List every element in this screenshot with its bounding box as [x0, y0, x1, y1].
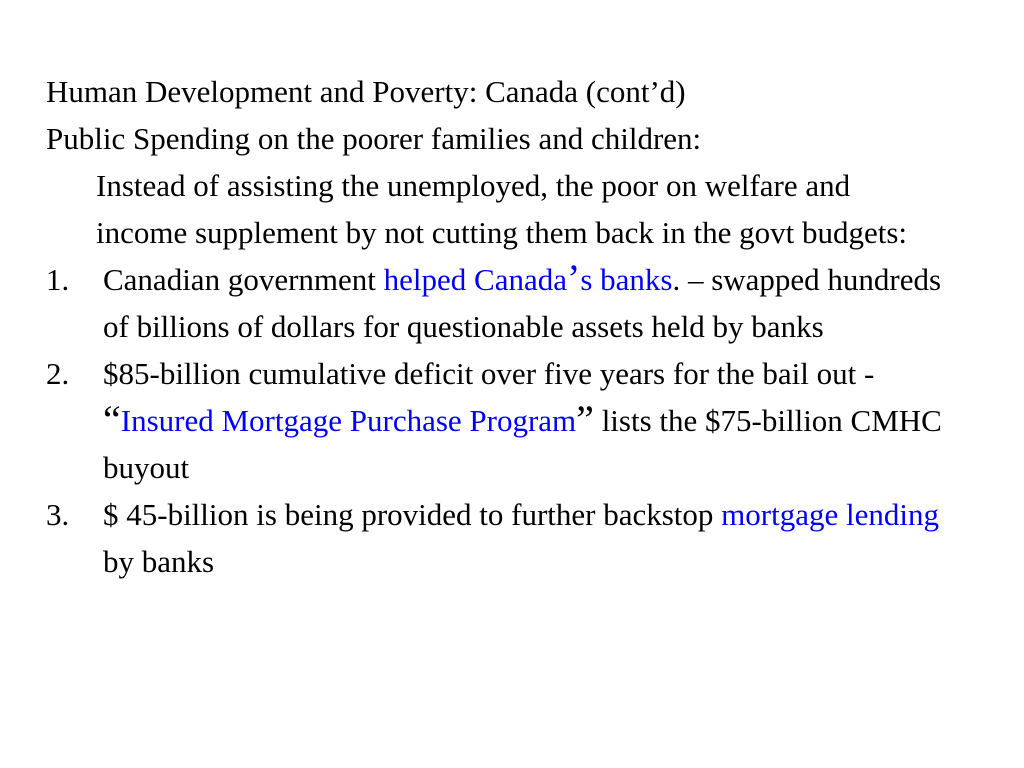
slide-content — [46, 68, 986, 585]
list-item-2 — [46, 350, 986, 491]
list-item-pre: $85-billion cumulative deficit over five years for the bail out - — [103, 356, 875, 391]
helped-canada-link[interactable]: helped Canada — [383, 262, 567, 297]
list-item-1 — [46, 256, 986, 350]
open-quote-mark: “ — [103, 397, 121, 442]
intro-paragraph: Instead of assisting the unemployed, the poor on welfare and income supplement by not cutting them back in the govt budgets: — [96, 168, 908, 250]
list-item-text — [103, 491, 948, 585]
banks-link[interactable]: s banks — [580, 262, 673, 297]
list-item-3 — [46, 491, 986, 585]
list-item-pre: Canadian government — [103, 262, 384, 297]
close-quote-mark: ” — [576, 397, 594, 442]
list-item-text — [103, 256, 948, 350]
list-number: 2. — [46, 356, 70, 391]
insured-mortgage-program-link[interactable]: Insured Mortgage Purchase Program — [120, 403, 577, 438]
list-number: 3. — [46, 497, 70, 532]
apostrophe-mark: ’ — [566, 256, 581, 301]
list-item-post: by banks — [103, 544, 215, 579]
list-item-post: lists the $75-billion CMHC buyout — [103, 403, 942, 485]
slide-subtitle: Public Spending on the poorer families and children: — [46, 121, 702, 156]
list-item-pre: $ 45-billion is being provided to further backstop — [103, 497, 722, 532]
list-number: 1. — [46, 262, 70, 297]
list-item-post: . – swapped hundreds of billions of dollars for questionable assets held by banks — [103, 262, 942, 344]
list-item-text — [103, 350, 948, 491]
slide-title: Human Development and Poverty: Canada (cont’d) — [46, 74, 686, 109]
mortgage-lending-link[interactable]: mortgage lending — [721, 497, 939, 532]
